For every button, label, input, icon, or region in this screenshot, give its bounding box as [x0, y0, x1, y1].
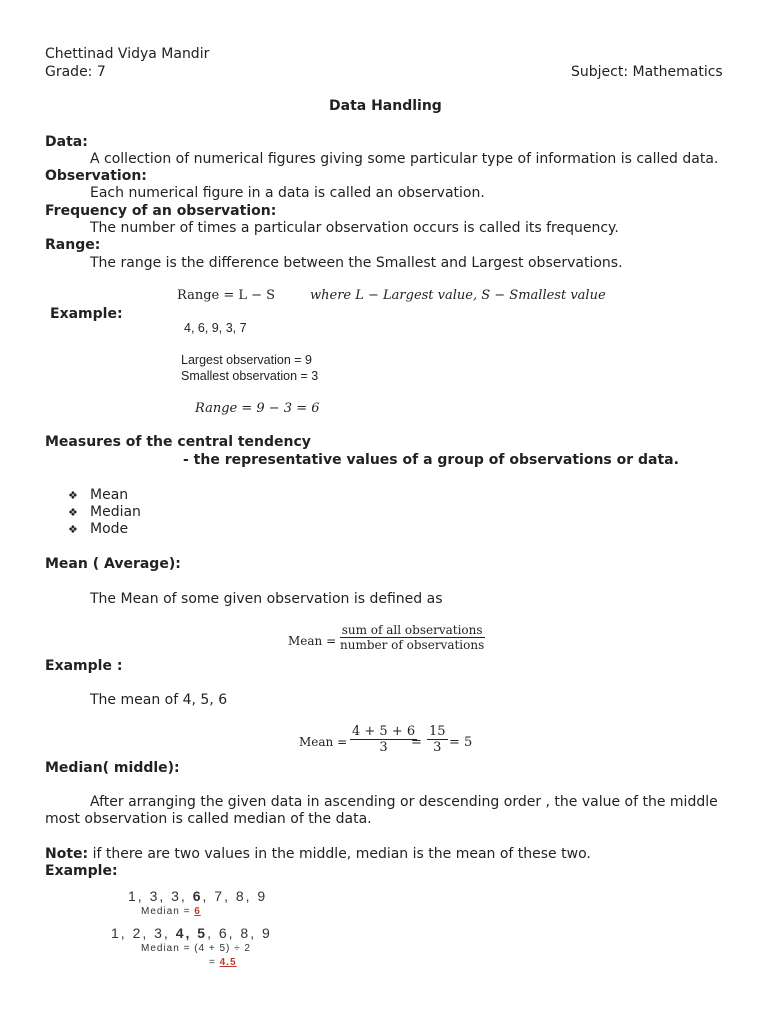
mean-heading: Mean ( Average): — [45, 556, 181, 572]
school-name: Chettinad Vidya Mandir — [45, 46, 210, 62]
term-data: Data: — [45, 134, 88, 150]
central-tendency-subheading: - the representative values of a group of observations or data. — [183, 452, 679, 468]
definition-frequency: The number of times a particular observation occurs is called its frequency. — [90, 220, 619, 236]
range-example-data: 4, 6, 9, 3, 7 — [184, 321, 247, 335]
definition-observation: Each numerical figure in a data is called an observation. — [90, 185, 485, 201]
median-example-1-result: Median = 6 — [141, 906, 201, 917]
median-example-label: Example: — [45, 863, 118, 879]
median-heading: Median( middle): — [45, 760, 180, 776]
mean-example-label: Example : — [45, 658, 123, 674]
mean-calc-equals-1: = — [411, 735, 422, 750]
range-formula-where: where L − Largest value, S − Smallest value — [310, 288, 606, 303]
mean-calc-fraction-1 — [350, 724, 417, 755]
definition-range: The range is the difference between the Smallest and Largest observations. — [90, 255, 623, 271]
central-tendency-heading: Measures of the central tendency — [45, 434, 311, 450]
range-example-label: Example: — [50, 306, 123, 322]
diamond-bullet-icon: ❖ — [68, 506, 78, 519]
mean-calc-numerator-2: 15 — [429, 724, 446, 739]
smallest-observation: Smallest observation = 3 — [181, 369, 319, 383]
median-example-2-data: 1, 2, 3, 4, 5, 6, 8, 9 — [111, 925, 272, 941]
diamond-bullet-icon: ❖ — [68, 523, 78, 536]
note-label: Note: — [45, 846, 89, 862]
note-text: if there are two values in the middle, median is the mean of these two. — [88, 846, 591, 862]
mean-calc-numerator-1: 4 + 5 + 6 — [352, 724, 416, 739]
grade-label: Grade: 7 — [45, 64, 106, 80]
median-note — [45, 846, 591, 862]
definition-data: A collection of numerical figures giving some particular type of information is called data. — [90, 151, 719, 167]
term-observation: Observation: — [45, 168, 147, 184]
term-frequency: Frequency of an observation: — [45, 203, 277, 219]
mean-calc-lhs: Mean = — [299, 735, 348, 749]
mean-calc-denominator-2: 3 — [433, 740, 442, 755]
mean-example-text: The mean of 4, 5, 6 — [90, 692, 228, 708]
mean-formula-fraction — [338, 623, 486, 652]
list-item: Mean — [90, 487, 129, 503]
mean-calc-denominator-1: 3 — [379, 740, 388, 755]
range-result: Range = 9 − 3 = 6 — [195, 401, 320, 416]
mean-calc-fraction-2 — [427, 724, 448, 755]
page-title: Data Handling — [329, 98, 442, 114]
largest-observation: Largest observation = 9 — [181, 353, 312, 367]
mean-calc-result: = 5 — [449, 735, 473, 750]
median-example-1-data: 1, 3, 3, 6, 7, 8, 9 — [128, 888, 268, 904]
list-item: Mode — [90, 521, 129, 537]
median-definition-line2: most observation is called median of the data. — [45, 811, 372, 827]
median-definition-line1: After arranging the given data in ascending or descending order , the value of the middle — [90, 794, 718, 810]
mean-formula-denominator: number of observations — [340, 638, 485, 652]
mean-formula-numerator: sum of all observations — [341, 623, 483, 637]
median-example-2-calc: Median = (4 + 5) ÷ 2 — [141, 943, 251, 954]
term-range: Range: — [45, 237, 101, 253]
list-item: Median — [90, 504, 141, 520]
range-formula: Range = L − S — [177, 288, 276, 303]
median-example-2-result: = 4.5 — [209, 957, 237, 968]
subject-label: Subject: Mathematics — [571, 64, 723, 80]
mean-definition: The Mean of some given observation is defined as — [90, 591, 443, 607]
mean-formula-lhs: Mean = — [288, 634, 337, 648]
diamond-bullet-icon: ❖ — [68, 489, 78, 502]
